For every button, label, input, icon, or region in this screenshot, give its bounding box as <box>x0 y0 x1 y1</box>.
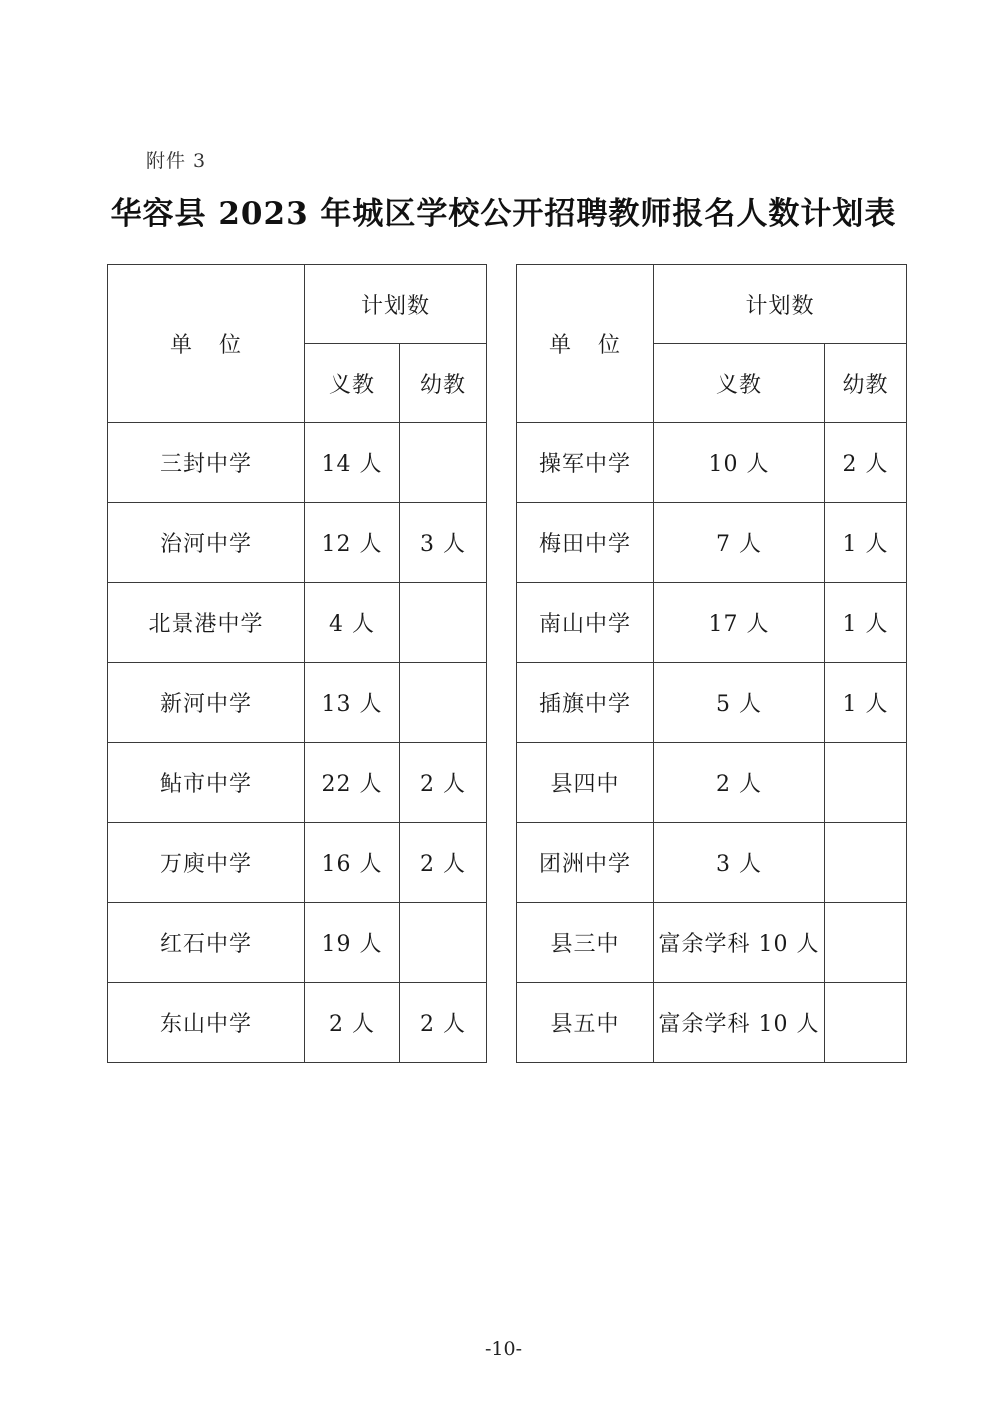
youjiao-cell <box>825 983 907 1063</box>
unit-cell: 治河中学 <box>108 503 305 583</box>
youjiao-cell <box>400 423 487 503</box>
youjiao-cell: 2 人 <box>400 823 487 903</box>
yijiao-cell: 富余学科 10 人 <box>654 903 825 983</box>
youjiao-cell: 1 人 <box>825 503 907 583</box>
youjiao-cell <box>400 583 487 663</box>
yijiao-header: 义教 <box>654 344 825 423</box>
youjiao-cell <box>825 823 907 903</box>
youjiao-cell: 2 人 <box>400 743 487 823</box>
unit-header: 单 位 <box>517 265 654 423</box>
unit-cell: 三封中学 <box>108 423 305 503</box>
page-title: 华容县 2023 年城区学校公开招聘教师报名人数计划表 <box>110 196 897 232</box>
yijiao-cell: 3 人 <box>654 823 825 903</box>
youjiao-cell: 1 人 <box>825 663 907 743</box>
unit-cell: 梅田中学 <box>517 503 654 583</box>
unit-cell: 县五中 <box>517 983 654 1063</box>
yijiao-cell: 10 人 <box>654 423 825 503</box>
youjiao-cell: 3 人 <box>400 503 487 583</box>
plan-table-left <box>107 264 487 1063</box>
youjiao-cell <box>825 743 907 823</box>
yijiao-cell: 富余学科 10 人 <box>654 983 825 1063</box>
unit-cell: 万庾中学 <box>108 823 305 903</box>
yijiao-header: 义教 <box>305 344 400 423</box>
unit-cell: 县三中 <box>517 903 654 983</box>
table-row <box>517 423 907 503</box>
youjiao-cell <box>400 663 487 743</box>
table-row <box>108 423 487 503</box>
unit-cell: 县四中 <box>517 743 654 823</box>
table-row <box>517 983 907 1063</box>
yijiao-cell: 13 人 <box>305 663 400 743</box>
table-row <box>108 503 487 583</box>
unit-cell: 红石中学 <box>108 903 305 983</box>
youjiao-header: 幼教 <box>400 344 487 423</box>
attachment-label: 附件 3 <box>146 150 207 172</box>
table-row <box>517 503 907 583</box>
page-number: -10- <box>484 1338 523 1360</box>
table-row <box>517 823 907 903</box>
table-row <box>517 903 907 983</box>
table-row <box>108 983 487 1063</box>
yijiao-cell: 5 人 <box>654 663 825 743</box>
unit-cell: 南山中学 <box>517 583 654 663</box>
table-row <box>108 583 487 663</box>
youjiao-cell <box>400 903 487 983</box>
unit-cell: 东山中学 <box>108 983 305 1063</box>
yijiao-cell: 2 人 <box>654 743 825 823</box>
yijiao-cell: 19 人 <box>305 903 400 983</box>
unit-cell: 插旗中学 <box>517 663 654 743</box>
table-row <box>108 903 487 983</box>
yijiao-cell: 7 人 <box>654 503 825 583</box>
unit-cell: 新河中学 <box>108 663 305 743</box>
youjiao-cell: 2 人 <box>400 983 487 1063</box>
unit-header: 单 位 <box>108 265 305 423</box>
table-row <box>517 583 907 663</box>
unit-cell: 操军中学 <box>517 423 654 503</box>
yijiao-cell: 22 人 <box>305 743 400 823</box>
yijiao-cell: 4 人 <box>305 583 400 663</box>
youjiao-cell: 2 人 <box>825 423 907 503</box>
yijiao-cell: 2 人 <box>305 983 400 1063</box>
yijiao-cell: 16 人 <box>305 823 400 903</box>
table-row <box>108 743 487 823</box>
plan-header: 计划数 <box>654 265 907 344</box>
unit-cell: 北景港中学 <box>108 583 305 663</box>
yijiao-cell: 12 人 <box>305 503 400 583</box>
yijiao-cell: 17 人 <box>654 583 825 663</box>
unit-cell: 团洲中学 <box>517 823 654 903</box>
youjiao-cell <box>825 903 907 983</box>
plan-header: 计划数 <box>305 265 487 344</box>
table-row <box>517 663 907 743</box>
youjiao-cell: 1 人 <box>825 583 907 663</box>
plan-table-right <box>516 264 907 1063</box>
yijiao-cell: 14 人 <box>305 423 400 503</box>
table-row <box>108 823 487 903</box>
unit-cell: 鲇市中学 <box>108 743 305 823</box>
table-row <box>517 743 907 823</box>
youjiao-header: 幼教 <box>825 344 907 423</box>
table-row <box>108 663 487 743</box>
